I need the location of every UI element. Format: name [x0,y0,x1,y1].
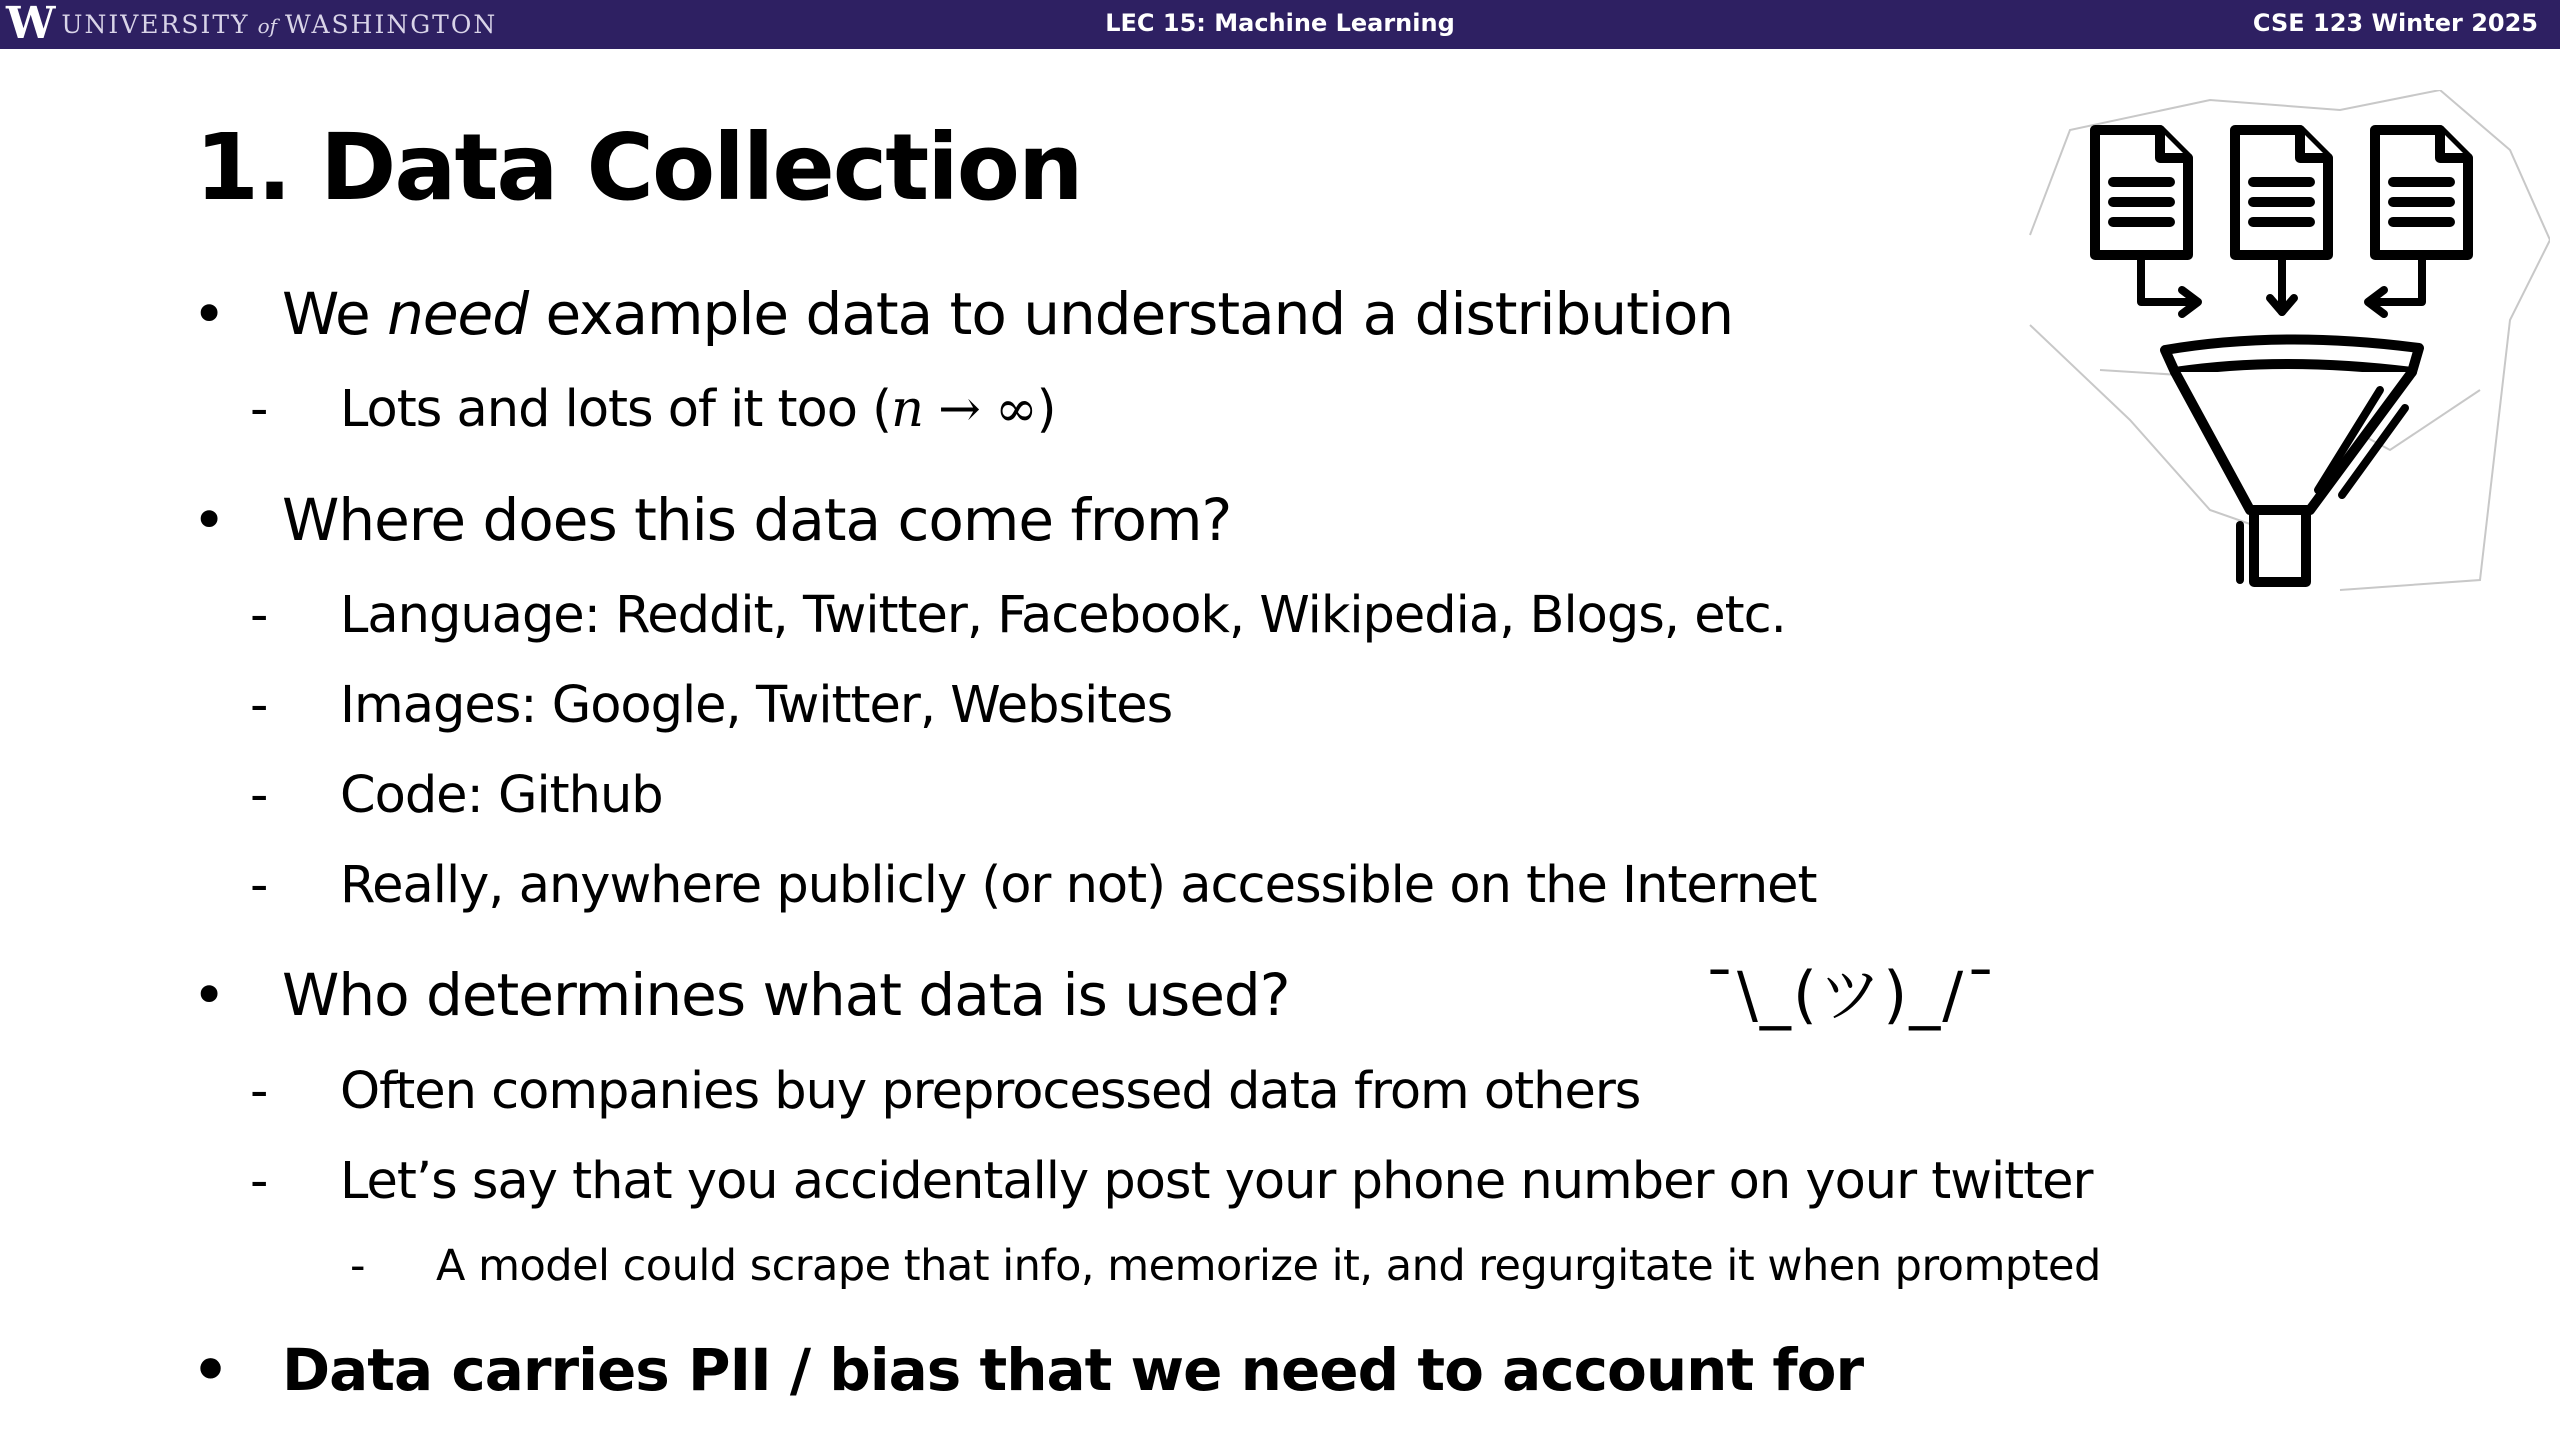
sub-text: Often companies buy preprocessed data from others [340,1062,1641,1121]
dash-marker: - [250,856,269,915]
shrug-emoticon: ¯\_(ツ)_/¯ [1704,958,1999,1031]
subsub-text: A model could scrape that info, memorize it, and regurgitate it when prompted [436,1241,2101,1291]
dash-marker: - [350,1241,366,1291]
dash-marker: - [250,586,269,645]
dash-marker: - [250,1152,269,1211]
dash-marker: - [250,1062,269,1121]
bullet-text: Where does this data come from? [282,486,1232,554]
bullet-marker: • [192,961,227,1029]
slide-title: 1. Data Collection [195,114,1082,221]
sub-text: Really, anywhere publicly (or not) accessible on the Internet [340,856,1817,915]
dash-marker: - [250,766,269,825]
sub-text: Code: Github [340,766,663,825]
bullet-marker: • [192,1336,230,1404]
course-label: CSE 123 Winter 2025 [2252,9,2538,37]
lecture-title: LEC 15: Machine Learning [1105,9,1455,37]
dash-marker: - [250,676,269,735]
bullet-marker: • [192,280,227,348]
bullet-text: Who determines what data is used? [282,961,1290,1029]
bullet-text: We need example data to understand a distribution [282,280,1734,348]
sub-text: Let’s say that you accidentally post your phone number on your twitter [340,1152,2093,1211]
bullet-text: Data carries PII / bias that we need to account for [282,1336,1864,1404]
header-bar [0,0,2560,49]
sub-text: Language: Reddit, Twitter, Facebook, Wikipedia, Blogs, etc. [340,586,1786,645]
sub-text: Images: Google, Twitter, Websites [340,676,1173,735]
bullet-marker: • [192,486,227,554]
dash-marker: - [250,380,269,439]
documents-into-funnel-icon [2010,90,2550,610]
sub-text: Lots and lots of it too (n → ∞) [340,380,1056,439]
university-name: UNIVERSITY of WASHINGTON [61,9,498,39]
uw-w-mark: W [6,0,54,49]
